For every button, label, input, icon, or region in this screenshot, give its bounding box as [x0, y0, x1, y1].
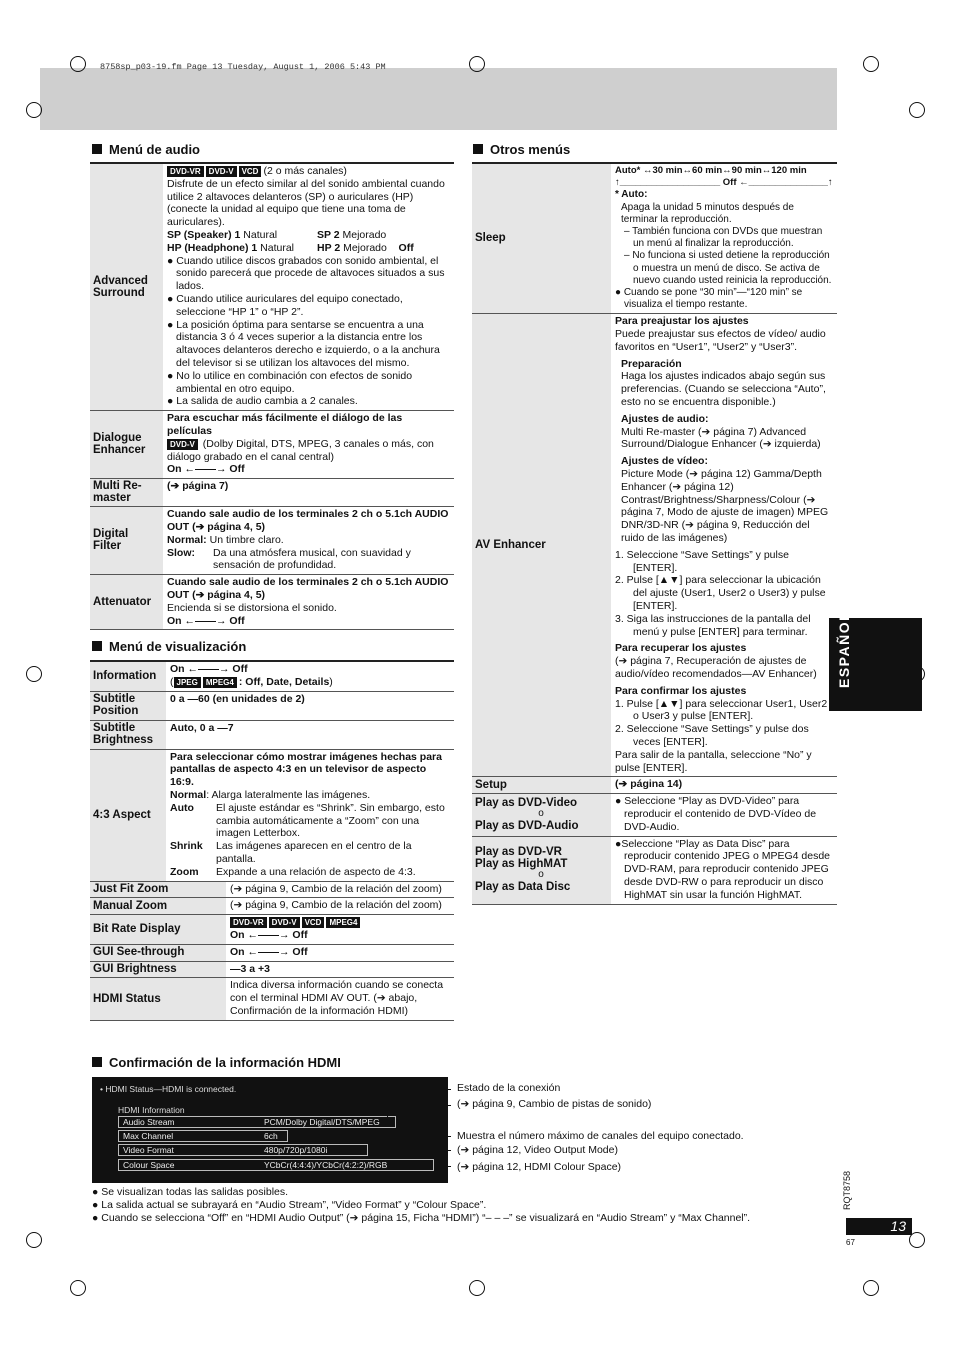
- registration-mark: [26, 102, 42, 118]
- colour-space-field: Colour Space YCbCr(4:4:4)/YCbCr(4:2:2)/RGB: [118, 1159, 434, 1171]
- advanced-surround-desc: DVD-VR DVD-V VCD (2 o más canales) Disfrute de un efecto similar al del sonido ambiental cuando utilice 2 altavoces delanteros (SP) o auriculares (HP) (conecte la unidad al equipo que tiene una toma de auriculares). SP (Speaker) 1 Natural SP 2 Mejorado HP (Headphone) 1 Natural HP 2 Mejorado Off ● Cuando utilice discos grabados con sonido ambiental, el sonido parecerá que procede de altavoces situados a sus lados. ● Cuando utilice auriculares del equipo conectado, seleccione “HP 1” o “HP 2”. ● La posición óptima para sentarse se encuentra a una distancia 3 ó 4 veces superior a la distancia entre los altavoces delanteros derecho e izquierdo, o a la anchura del televisor si se utilizan los altavoces del mismo. ● No lo utilice en combinación con efectos de sonido ambiental en otro equipo. ● La salida de audio cambia a 2 canales.: [163, 163, 454, 411]
- gui-see-through-desc: On ←——→ Off: [226, 944, 454, 961]
- hdmi-status-desc: Indica diversa información cuando se conecta con el terminal HDMI AV OUT. (➔ abajo, Confirmación de la información HDMI): [226, 978, 454, 1020]
- bit-rate-display-desc: DVD-VR DVD-V VCD MPEG4 On ←——→ Off: [226, 915, 454, 945]
- av-enhancer-desc: Para preajustar los ajustes Puede preajustar sus efectos de vídeo/ audio favoritos en “User1”, “User2” y “User3”. Preparación Haga los ajustes indicados abajo según sus preferencias. (Cuando se selecciona “Auto”, esto no se encuentra disponible.) Ajustes de audio: Multi Re-master (➔ página 7) Advanced Surround/Dialogue Enhancer (➔ izquierda) Ajustes de vídeo: Picture Mode (➔ página 12) Gamma/Depth Enhancer (➔ página 12) Contrast/Brightness/Sharpness/Colour (➔ página 7, Modo de ajuste de imagen) MPEG DNR/3D-NR (➔ página 9, Reducción del ruido de las imágenes) 1. Seleccione “Save Settings” y pulse [ENTER]. 2. Pulse [▲▼] para seleccionar la ubicación del ajuste (User1, User2 o User3) y pulse [ENTER]. 3. Siga las instrucciones de la pantalla del menú y pulse [ENTER] para terminar. Para recuperar los ajustes (➔ página 7, Recuperación de ajustes de audio/vídeo recomendados—AV Enhancer) Para confirmar los ajustes 1. Pulse [▲▼] para seleccionar User1, User2 o User3 y pulse [ENTER]. 2. Seleccione “Save Settings” y pulse dos veces [ENTER]. Para salir de la pantalla, seleccione “No” y pulse [ENTER].: [611, 314, 837, 777]
- annotation-colour-space: (➔ página 12, HDMI Colour Space): [457, 1161, 622, 1173]
- sleep-desc: Auto* ↔30 min↔60 min↔90 min↔120 min ↑___________________ Off ←_______________↑ * Auto: Apaga la unidad 5 minutos después de terminar la reproducción. – También funciona con DVDs que muestran un menú al finalizar la reproducción. – No funciona si usted detiene la reproducción o muestra un menú de disco. Se activa de nuevo cuando usted reinicia la reproducción. ● Cuando se pone “30 min”—“120 min” se visualiza el tiempo restante.: [611, 163, 837, 314]
- bit-rate-display-label: Bit Rate Display: [90, 915, 226, 945]
- multi-remaster-label: Multi Re-master: [90, 479, 163, 507]
- leader-line: [387, 1105, 388, 1117]
- audio-menu-heading: Menú de audio: [92, 142, 200, 158]
- registration-mark: [70, 56, 86, 72]
- advanced-surround-label: Advanced Surround: [90, 163, 163, 411]
- aspect-label: 4:3 Aspect: [90, 749, 166, 881]
- manual-zoom-desc: (➔ página 9, Cambio de la relación del zoom): [226, 898, 454, 915]
- attenuator-desc: Cuando sale audio de los terminales 2 ch o 5.1ch AUDIO OUT (➔ página 4, 5) Encienda si se distorsiona el sonido. On ←——→ Off: [163, 575, 454, 630]
- subtitle-brightness-label: Subtitle Brightness: [90, 720, 166, 749]
- other-menus-table: [472, 162, 837, 905]
- gui-see-through-label: GUI See-through: [90, 944, 226, 961]
- dialogue-enhancer-desc: Para escuchar más fácilmente el diálogo de las películas DVD-V (Dolby Digital, DTS, MPEG, 3 canales o más, con diálogo grabado en el canal central) On ←——→ Off: [163, 411, 454, 479]
- registration-mark: [863, 56, 879, 72]
- hdmi-info-title: HDMI Information: [118, 1105, 185, 1115]
- hdmi-status-line: • HDMI Status—HDMI is connected.: [100, 1084, 237, 1094]
- hdmi-status-screen: [92, 1077, 448, 1183]
- leader-line: [387, 1105, 451, 1106]
- audio-stream-field: Audio Stream PCM/Dolby Digital/DTS/MPEG: [118, 1116, 396, 1128]
- file-info: 8758sp_p03-19.fm Page 13 Tuesday, August 1, 2006 5:43 PM: [100, 62, 386, 72]
- information-label: Information: [90, 661, 166, 691]
- registration-mark: [70, 1280, 86, 1296]
- header-band: [40, 68, 837, 130]
- registration-mark: [469, 56, 485, 72]
- document-code: RQT8758: [842, 1170, 852, 1210]
- registration-mark: [909, 102, 925, 118]
- annotation-video-format: (➔ página 12, Video Output Mode): [457, 1144, 618, 1156]
- annotation-max-channel: Muestra el número máximo de canales del equipo conectado.: [457, 1130, 744, 1142]
- subtitle-brightness-desc: Auto, 0 a —7: [166, 720, 454, 749]
- play-as-dvd-video-desc: ● Seleccione “Play as DVD-Video” para reproducir el contenido de DVD-Vídeo de DVD-Audio.: [611, 794, 837, 836]
- hdmi-confirm-heading: Confirmación de la información HDMI: [92, 1055, 341, 1071]
- page-number: 13: [846, 1218, 912, 1235]
- manual-zoom-label: Manual Zoom: [90, 898, 226, 915]
- gui-brightness-desc: —3 a +3: [226, 961, 454, 978]
- subtitle-position-desc: 0 a —60 (en unidades de 2): [166, 691, 454, 720]
- information-desc: On ←——→ Off ( JPEG MPEG4 : Off, Date, Details): [166, 661, 454, 691]
- annotation-audio-stream: (➔ página 9, Cambio de pistas de sonido): [457, 1098, 652, 1110]
- max-channel-field: Max Channel 6ch: [118, 1130, 288, 1142]
- play-as-dvd-video-label: Play as DVD-Video o Play as DVD-Audio: [472, 794, 611, 836]
- footnote: ● Se visualizan todas las salidas posibles.: [92, 1186, 289, 1198]
- play-as-data-disc-desc: ●Seleccione “Play as Data Disc” para reproducir contenido JPEG o MPEG4 desde DVD-RAM, para reproducir contenido JPEG desde DVD-RW o para reproducir un disco HighMAT sin usar la función HighMAT.: [611, 836, 837, 904]
- leader-line: [370, 1150, 451, 1151]
- play-as-data-disc-label: Play as DVD-VR Play as HighMAT o Play as Data Disc: [472, 836, 611, 904]
- subtitle-position-label: Subtitle Position: [90, 691, 166, 720]
- footnote: ● Cuando se selecciona “Off” en “HDMI Audio Output” (➔ página 15, Ficha “HDMI”) “– – –” se visualizará en “Audio Stream” y “Max Channel”.: [92, 1212, 751, 1224]
- audio-menu-table: [90, 162, 454, 630]
- multi-remaster-desc: (➔ página 7): [163, 479, 454, 507]
- attenuator-label: Attenuator: [90, 575, 163, 630]
- page-sub-number: 67: [846, 1238, 855, 1247]
- display-menu-table: [90, 660, 454, 1021]
- display-menu-heading: Menú de visualización: [92, 639, 246, 655]
- video-format-field: Video Format 480p/720p/1080i: [118, 1144, 368, 1156]
- setup-label: Setup: [472, 777, 611, 794]
- leader-line: [290, 1136, 451, 1137]
- registration-mark: [26, 1232, 42, 1248]
- registration-mark: [26, 666, 42, 682]
- other-menus-heading: Otros menús: [473, 142, 570, 158]
- hdmi-status-label: HDMI Status: [90, 978, 226, 1020]
- just-fit-zoom-desc: (➔ página 9, Cambio de la relación del zoom): [226, 881, 454, 898]
- just-fit-zoom-label: Just Fit Zoom: [90, 881, 226, 898]
- dialogue-enhancer-label: Dialogue Enhancer: [90, 411, 163, 479]
- leader-line: [250, 1089, 451, 1090]
- setup-desc: (➔ página 14): [611, 777, 837, 794]
- digital-filter-desc: Cuando sale audio de los terminales 2 ch o 5.1ch AUDIO OUT (➔ página 4, 5) Normal: Un timbre claro. Slow: Da una atmósfera musical, con suavidad y sensación de profundidad.: [163, 507, 454, 575]
- aspect-desc: Para seleccionar cómo mostrar imágenes hechas para pantallas de aspecto 4:3 en un televisor de aspecto 16:9. Normal: Alarga lateralmente las imágenes. Auto El ajuste estándar es “Shrink”. Sin embargo, esto cambia automáticamente a “Zoom” con una imagen Letterbox. Shrink Las imágenes aparecen en el centro de la pantalla. Zoom Expande a una relación de aspecto de 4:3.: [166, 749, 454, 881]
- sleep-label: Sleep: [472, 163, 611, 314]
- digital-filter-label: Digital Filter: [90, 507, 163, 575]
- registration-mark: [863, 1280, 879, 1296]
- registration-mark: [469, 1280, 485, 1296]
- leader-line: [436, 1166, 451, 1167]
- language-tab-label: ESPAÑOL: [836, 610, 852, 688]
- av-enhancer-label: AV Enhancer: [472, 314, 611, 777]
- annotation-connection-state: Estado de la conexión: [457, 1082, 561, 1094]
- footnote: ● La salida actual se subrayará en “Audio Stream”, “Video Format” y “Colour Space”.: [92, 1199, 487, 1211]
- gui-brightness-label: GUI Brightness: [90, 961, 226, 978]
